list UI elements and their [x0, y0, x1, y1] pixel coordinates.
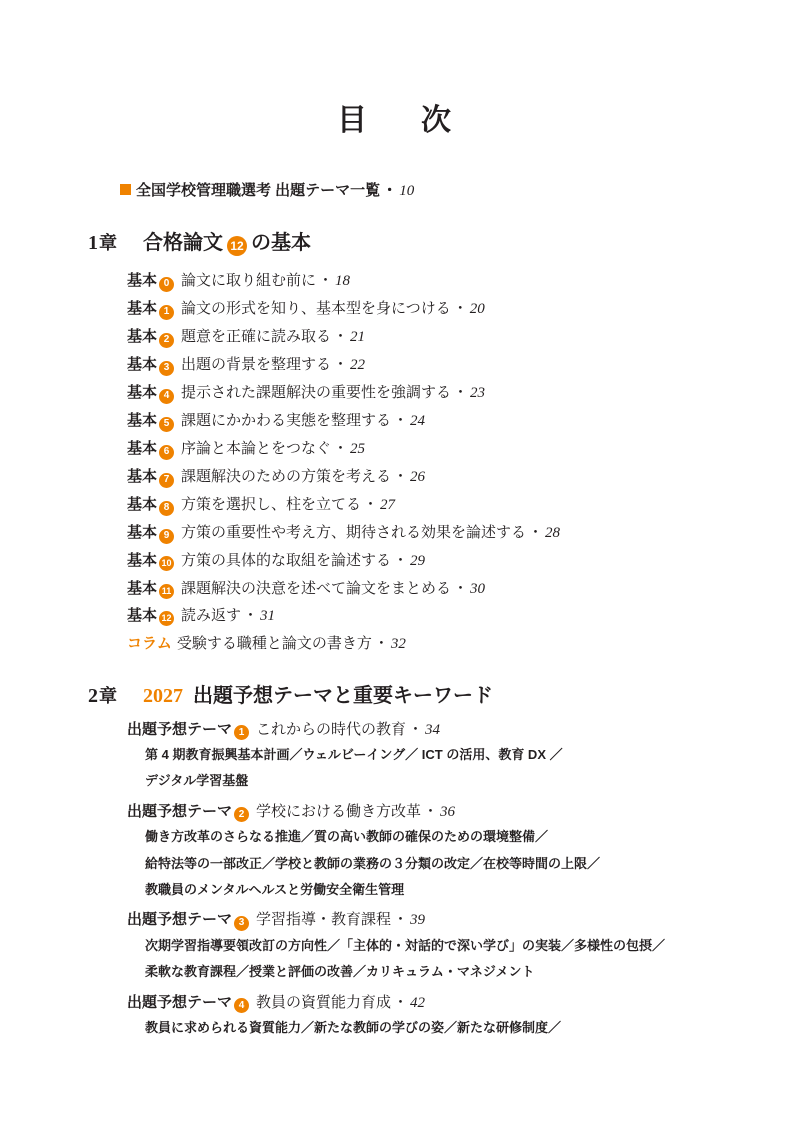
theme-keywords-line: 次期学習指導要領改訂の方向性／「主体的・対話的で深い学び」の実装／多様性の包摂／ [145, 937, 666, 953]
item-key-prefix: 出題予想テーマ [127, 911, 233, 929]
item-text: 課題解決の決意を述べて論文をまとめる [181, 579, 452, 597]
theme-keywords-line: 給特法等の一部改正／学校と教師の業務の３分類の改定／在校等時間の上限／ [145, 855, 601, 871]
chapter-number-suffix: 章 [99, 233, 117, 253]
item-key [127, 353, 176, 375]
list-item-column[interactable] [0, 632, 800, 653]
page-number: 24 [410, 413, 426, 429]
item-key [127, 908, 251, 930]
item-text: 方策の具体的な取組を論述する [181, 552, 392, 569]
item-text: 教員の資質能力育成 [256, 993, 392, 1011]
list-item[interactable] [0, 991, 800, 1013]
list-item[interactable] [0, 465, 800, 487]
item-key [127, 632, 172, 653]
item-key [127, 437, 176, 459]
page-number: 21 [350, 329, 366, 345]
page-number: 29 [410, 553, 426, 569]
item-key-prefix: 出題予想テーマ [127, 802, 233, 820]
separator-dot: ・ [382, 182, 398, 199]
circled-number-badge: 2 [159, 333, 174, 348]
item-key [127, 521, 176, 543]
item-key-prefix: 基本 [127, 300, 158, 317]
chapter-1-item-list [0, 269, 800, 653]
theme-keywords-line: 第 4 期教育振興基本計画／ウェルビーイング／ ICT の活用、教育 DX ／ [145, 747, 563, 762]
list-item[interactable] [0, 549, 800, 570]
page-number: 10 [399, 183, 415, 199]
separator-dot: ・ [408, 720, 424, 738]
separator-dot: ・ [318, 272, 334, 289]
item-key-prefix: コラム [127, 634, 172, 652]
item-text: 学習指導・教育課程 [256, 911, 392, 929]
list-item[interactable] [0, 437, 800, 459]
list-item[interactable] [0, 577, 800, 598]
item-key-prefix: 基本 [127, 356, 158, 373]
item-key [127, 549, 176, 570]
separator-dot: ・ [452, 300, 468, 317]
item-text: 方策を選択し、柱を立てる [181, 496, 362, 513]
item-text: 提示された課題解決の重要性を強調する [181, 384, 452, 401]
circled-number-badge: 1 [234, 725, 249, 740]
circled-number-badge: 12 [227, 236, 247, 256]
separator-dot: ・ [393, 468, 409, 485]
circled-number-badge: 2 [234, 807, 249, 822]
separator-dot: ・ [363, 496, 379, 513]
toc-content [0, 179, 800, 1039]
item-text: 論文の形式を知り、基本型を身につける [181, 300, 451, 317]
separator-dot: ・ [333, 328, 349, 345]
chapter-heading-1[interactable] [0, 226, 800, 255]
separator-dot: ・ [333, 440, 349, 457]
circled-number-badge: 0 [159, 277, 174, 292]
separator-dot: ・ [393, 911, 409, 929]
item-text: 読み返す [181, 607, 242, 624]
item-key-prefix: 基本 [127, 524, 158, 541]
separator-dot: ・ [373, 634, 389, 652]
page-number: 30 [470, 580, 486, 597]
separator-dot: ・ [393, 993, 409, 1011]
item-key [127, 991, 251, 1013]
list-item[interactable] [0, 908, 800, 930]
separator-dot: ・ [453, 579, 469, 597]
theme-keywords-line: 働き方改革のさらなる推進／質の高い教師の確保のための環境整備／ [145, 829, 549, 845]
page-number: 42 [410, 994, 426, 1011]
item-key-prefix: 基本 [127, 272, 158, 289]
page-number: 27 [380, 497, 396, 513]
page-number: 39 [410, 912, 426, 929]
page-number: 34 [425, 721, 441, 738]
item-key [127, 297, 176, 319]
circled-number-badge: 12 [159, 611, 174, 626]
item-key [127, 381, 176, 403]
chapter-title-before: 合格論文 [143, 232, 223, 254]
item-key-prefix: 出題予想テーマ [127, 720, 233, 738]
square-marker-icon [120, 184, 131, 195]
theme-keywords-line: 教職員のメンタルヘルスと労働安全衛生管理 [145, 881, 405, 897]
item-key-prefix: 基本 [127, 384, 158, 401]
item-text: 方策の重要性や考え方、期待される効果を論述する [181, 524, 527, 541]
item-key-prefix: 基本 [127, 579, 158, 597]
list-item[interactable] [0, 409, 800, 431]
chapter-title-text: 出題予想テーマと重要キーワード [193, 684, 493, 707]
chapter-title-after: の基本 [251, 232, 311, 254]
item-text: 序論と本論とをつなぐ [181, 440, 332, 457]
toc-entry-label: 全国学校管理職選考 出題テーマ一覧 [136, 182, 381, 199]
chapter-year: 2027 [143, 684, 183, 707]
page-number: 25 [350, 441, 366, 457]
theme-keywords-line: 教員に求められる資質能力／新たな教師の学びの姿／新たな研修制度／ [145, 1020, 562, 1036]
item-text: 学校における働き方改革 [256, 802, 422, 820]
list-item[interactable] [0, 718, 800, 740]
item-key [127, 800, 251, 822]
separator-dot: ・ [528, 524, 544, 541]
page-number: 31 [260, 608, 276, 624]
toc-entry-theme-list[interactable] [0, 179, 800, 200]
page-number: 32 [390, 635, 406, 652]
item-key-prefix: 基本 [127, 607, 158, 624]
chapter-2-theme-list [0, 718, 800, 1040]
theme-keywords-line: デジタル学習基盤 [145, 773, 249, 789]
circled-number-badge: 5 [159, 417, 174, 432]
item-text: 題意を正確に読み取る [181, 328, 332, 345]
chapter-heading-2[interactable] [0, 679, 800, 708]
page-number: 28 [545, 525, 561, 541]
page-number: 26 [410, 469, 426, 485]
item-key [127, 718, 251, 740]
circled-number-badge: 7 [159, 473, 174, 488]
list-item[interactable] [0, 325, 800, 347]
page-number: 36 [440, 803, 456, 820]
item-key [127, 409, 176, 431]
item-key-prefix: 基本 [127, 328, 158, 345]
separator-dot: ・ [393, 552, 409, 569]
circled-number-badge: 8 [159, 501, 174, 516]
list-item[interactable] [0, 269, 800, 291]
circled-number-badge: 4 [159, 389, 174, 404]
separator-dot: ・ [393, 412, 409, 429]
item-text: 課題解決のための方策を考える [181, 468, 392, 485]
list-item[interactable] [0, 493, 800, 515]
list-item[interactable] [0, 353, 800, 375]
circled-number-badge: 6 [159, 445, 174, 460]
item-key [127, 269, 176, 291]
theme-group [0, 908, 800, 983]
item-key-prefix: 基本 [127, 552, 158, 569]
item-text: 論文に取り組む前に [181, 272, 317, 289]
item-key [127, 325, 176, 347]
circled-number-badge: 1 [159, 305, 174, 320]
list-item[interactable] [0, 521, 800, 543]
circled-number-badge: 4 [234, 998, 249, 1013]
page-number: 18 [335, 273, 351, 289]
separator-dot: ・ [423, 802, 439, 820]
item-key [127, 604, 176, 625]
list-item[interactable] [0, 800, 800, 822]
circled-number-badge: 3 [234, 916, 249, 931]
item-key [127, 493, 176, 515]
chapter-title [143, 679, 493, 708]
separator-dot: ・ [453, 384, 469, 401]
theme-group [0, 718, 800, 793]
separator-dot: ・ [243, 607, 259, 624]
item-key [127, 577, 176, 598]
circled-number-badge: 11 [159, 584, 174, 599]
list-item[interactable] [0, 381, 800, 403]
theme-group [0, 800, 800, 902]
theme-keywords-line: 柔軟な教育課程／授業と評価の改善／カリキュラム・マネジメント [145, 964, 535, 980]
chapter-number: 1 [88, 232, 98, 254]
circled-number-badge: 3 [159, 361, 174, 376]
chapter-number-suffix: 章 [99, 685, 117, 706]
item-key-prefix: 出題予想テーマ [127, 993, 233, 1011]
item-text: これからの時代の教育 [256, 720, 407, 738]
item-key-prefix: 基本 [127, 496, 158, 513]
chapter-number: 2 [88, 684, 98, 707]
list-item[interactable] [0, 297, 800, 319]
list-item[interactable] [0, 604, 800, 625]
theme-group [0, 991, 800, 1040]
page-number: 23 [470, 385, 486, 401]
item-key-prefix: 基本 [127, 440, 158, 457]
page-title: 目 次 [337, 104, 463, 137]
circled-number-badge: 9 [159, 529, 174, 544]
item-text: 受験する職種と論文の書き方 [176, 634, 372, 652]
page-number: 20 [469, 301, 485, 317]
circled-number-badge: 10 [159, 556, 174, 571]
separator-dot: ・ [333, 356, 349, 373]
item-text: 課題にかかわる実態を整理する [181, 412, 392, 429]
item-key [127, 465, 176, 487]
item-key-prefix: 基本 [127, 468, 158, 485]
item-text: 出題の背景を整理する [181, 356, 332, 373]
page-number: 22 [350, 357, 366, 373]
item-key-prefix: 基本 [127, 412, 158, 429]
chapter-title [143, 226, 311, 255]
